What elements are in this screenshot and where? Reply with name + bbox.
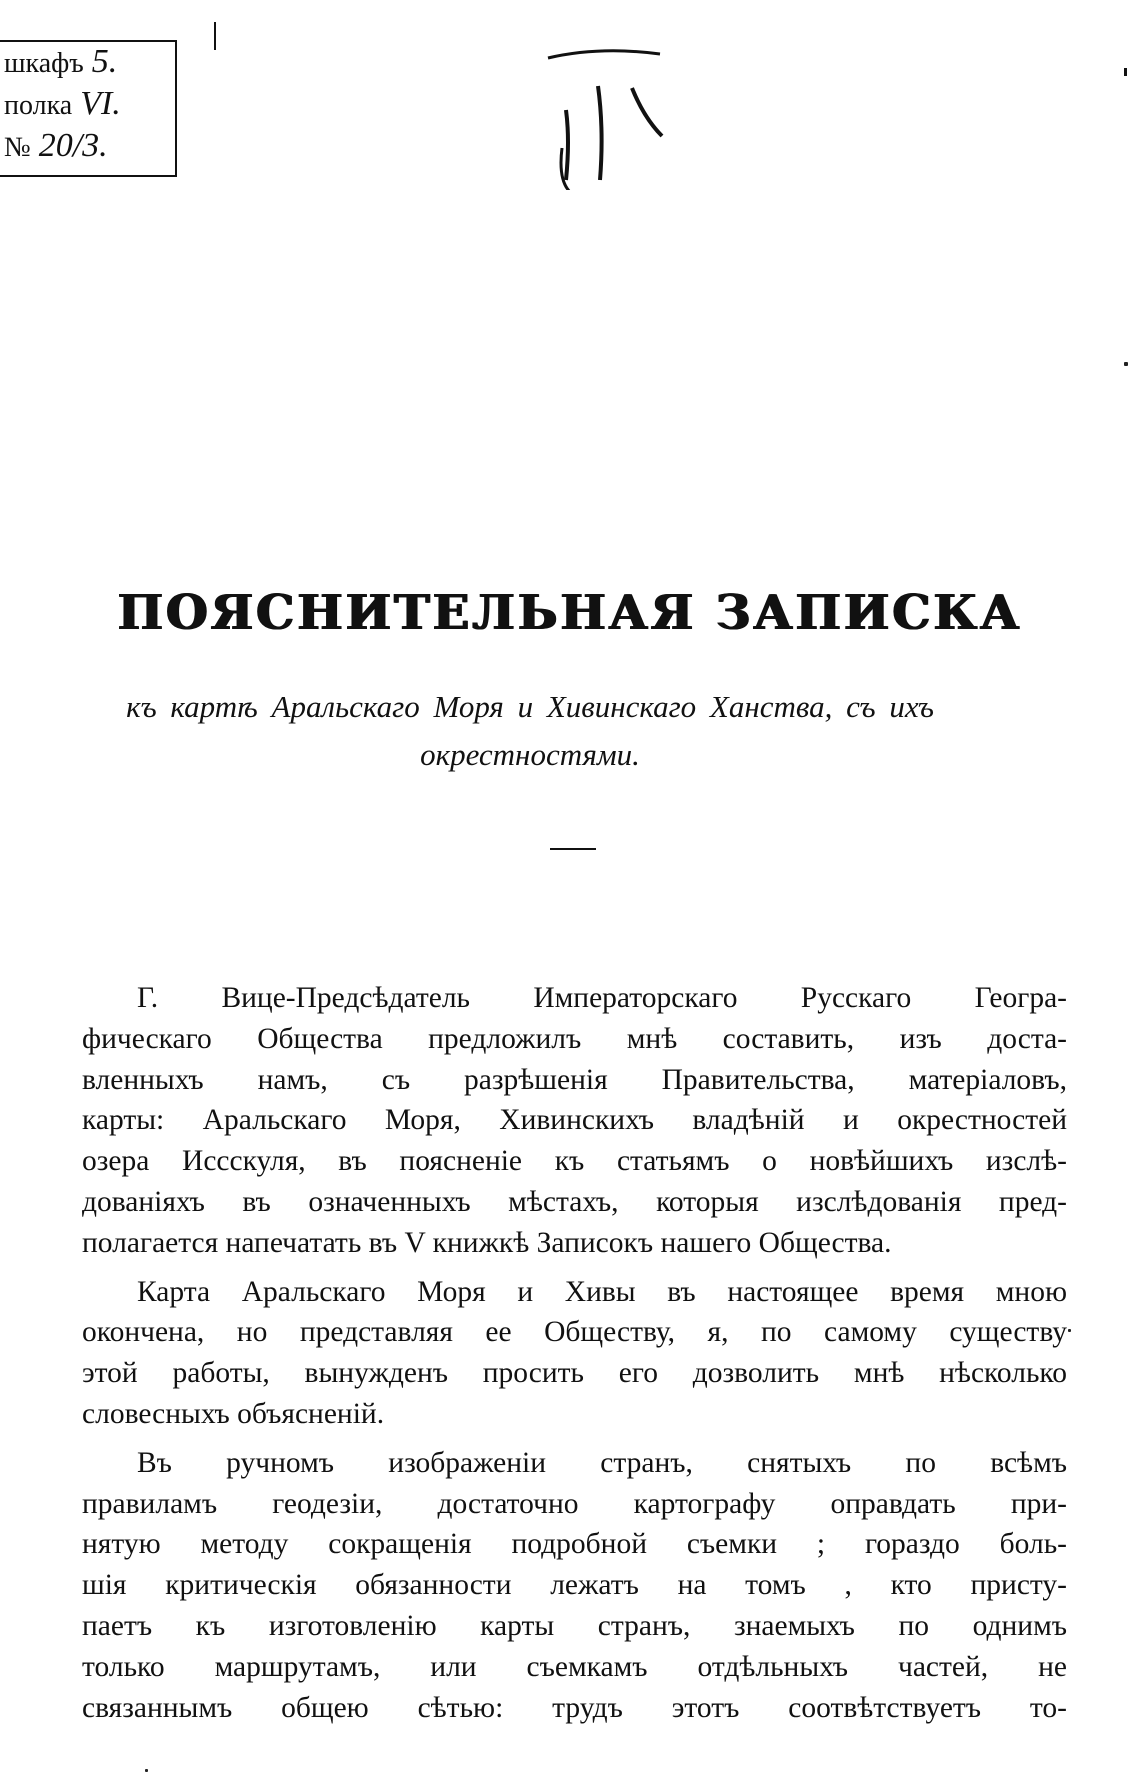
text-line: озера Иссскуля, въ поясненіе къ статьямъ о новѣйшихъ изслѣ- xyxy=(82,1145,1067,1178)
title-divider xyxy=(550,848,596,850)
paragraph xyxy=(82,978,1067,1264)
stamp-cabinet-label: шкафъ xyxy=(4,48,84,79)
paragraph xyxy=(82,1443,1067,1729)
library-shelf-stamp xyxy=(0,40,177,177)
stamp-cabinet-value: 5. xyxy=(91,43,118,80)
text-line: Г. Вице-Предсѣдатель Императорскаго Русскаго Геогра- xyxy=(137,982,1067,1014)
scan-speck xyxy=(1124,362,1128,366)
stamp-number-line xyxy=(4,127,108,164)
text-line: паетъ къ изготовленію карты странъ, знаемыхъ по однимъ xyxy=(82,1609,1067,1642)
text-line: вленныхъ намъ, съ разрѣшенія Правительства, матеріаловъ, xyxy=(82,1063,1067,1096)
text-line: Карта Аральскаго Моря и Хивы въ настоящее время мною xyxy=(137,1275,1067,1308)
text-line: правиламъ геодезіи, достаточно картографу оправдать при- xyxy=(82,1487,1067,1520)
text-line: только маршрутамъ, или съемкамъ отдѣльныхъ частей, не xyxy=(82,1650,1067,1683)
text-line: карты: Аральскаго Моря, Хивинскихъ владѣній и окрестностей xyxy=(82,1104,1067,1137)
text-line: фическаго Общества предложилъ мнѣ составить, изъ доста- xyxy=(82,1022,1067,1055)
stamp-number-value: 20/3. xyxy=(38,127,108,164)
margin-mark xyxy=(214,22,216,50)
handwritten-mark-drawing xyxy=(540,40,670,190)
text-line: этой работы, вынужденъ просить его дозволить мнѣ нѣсколько xyxy=(82,1357,1067,1390)
text-line: нятую методу сокращенія подробной съемки ; гораздо боль- xyxy=(82,1528,1067,1561)
scan-speck xyxy=(1068,1329,1071,1332)
stamp-number-label: № xyxy=(4,132,31,163)
stamp-shelf-label: полка xyxy=(4,90,73,121)
text-line: Въ ручномъ изображеніи странъ, снятыхъ по всѣмъ xyxy=(137,1446,1067,1479)
text-line: окончена, но представляя ее Обществу, я, по самому существу xyxy=(82,1316,1067,1349)
document-title: ПОЯСНИТЕЛЬНАЯ ЗАПИСКА xyxy=(117,585,1023,641)
paragraph xyxy=(82,1272,1067,1435)
text-line: словесныхъ объясненій. xyxy=(82,1397,385,1430)
body-text xyxy=(82,978,1067,1728)
stamp-shelf-line xyxy=(4,85,121,122)
stamp-cabinet-line xyxy=(4,43,118,80)
text-line: полагается напечатать въ V книжкѣ Записокъ нашего Общества. xyxy=(82,1226,892,1259)
scan-speck xyxy=(145,1769,148,1772)
text-line: связаннымъ общею сѣтью: трудъ этотъ соотвѣтствуетъ то- xyxy=(82,1691,1067,1724)
text-line: дованіяхъ въ означенныхъ мѣстахъ, которыя изслѣдованія пред- xyxy=(82,1185,1067,1218)
document-subtitle: къ картѣ Аральскаго Моря и Хивинскаго Ханства, съ ихъ окрестностями. xyxy=(126,689,934,772)
margin-mark xyxy=(1124,68,1127,76)
text-line: шія критическія обязанности лежатъ на томъ , кто присту- xyxy=(82,1569,1067,1602)
stamp-shelf-value: VI. xyxy=(80,85,121,122)
